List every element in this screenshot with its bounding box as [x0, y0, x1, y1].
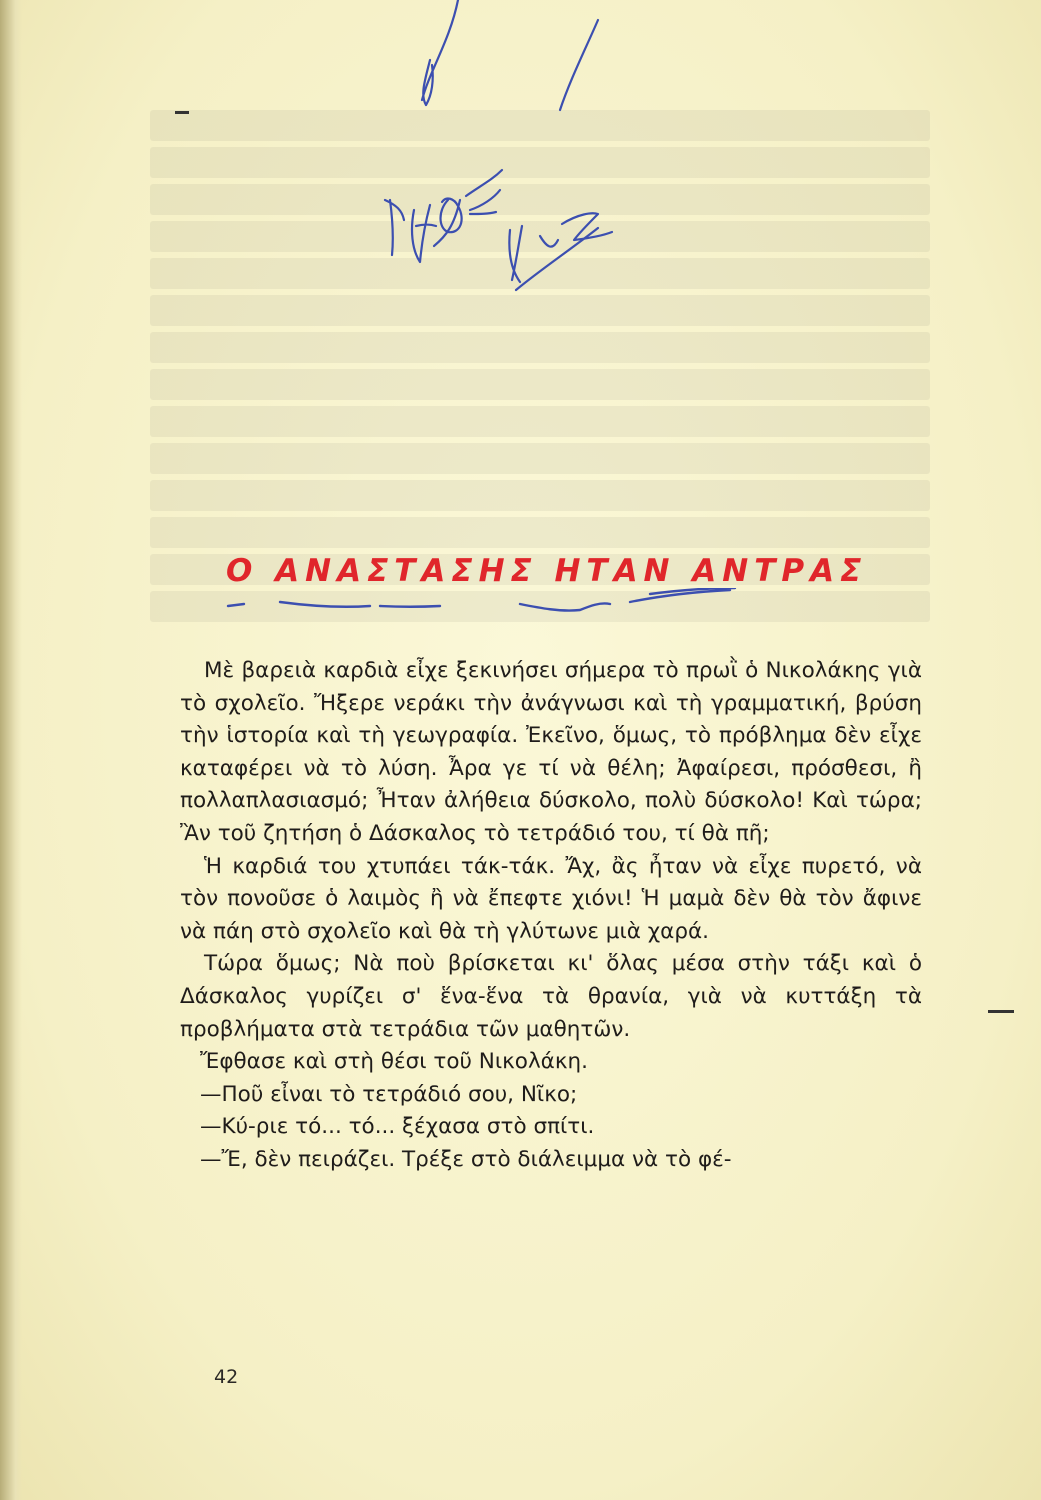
pencil-mark [988, 1010, 1014, 1013]
paragraph: Ἡ καρδιά του χτυπάει τάκ-τάκ. Ἄχ, ἂς ἦταν νὰ εἶχε πυρετό, νὰ τὸν πονοῦσε ὁ λαιμὸς ἢ νὰ ἔπεφτε χιόνι! Ἡ μαμὰ δὲν θὰ τὸν ἄφινε νὰ πάη στὸ σχολεῖο καὶ θὰ τὴ γλύτωνε μιὰ χαρά. [180, 853, 922, 944]
page-number: 42 [214, 1366, 239, 1388]
paragraph: Μὲ βαρειὰ καρδιὰ εἶχε ξεκινήσει σήμερα τὸ πρωῒ ὁ Νικολάκης γιὰ τὸ σχολεῖο. Ἤξερε νεράκι τὴν ἀνάγνωσι καὶ τὴ γραμματική, βρύση τὴν ἱστορία καὶ τὴ γεωγραφία. Ἐκεῖνο, ὅμως, τὸ πρόβλημα δὲν εἶχε καταφέρει νὰ τὸ λύση. Ἆρα γε τί νὰ θέλη; Ἀφαίρεσι, πρόσθεσι, ἢ πολλαπλασιασμό; Ἦταν ἀλήθεια δύσκολο, πολὺ δύσκολο! Καὶ τώρα; Ἂν τοῦ ζητήση ὁ Δάσκαλος τὸ τετράδιό του, τί θὰ πῆ; [180, 658, 922, 846]
pencil-mark [175, 111, 189, 114]
dialogue-line: —Κύ-ριε τό... τό... ξέχασα στὸ σπίτι. [200, 1114, 595, 1140]
handwritten-underline [220, 588, 740, 628]
dialogue-line: —Ἔ, δὲν πειράζει. Τρέξε στὸ διάλειμμα νὰ τὸ φέ- [200, 1146, 732, 1172]
handwritten-note [330, 0, 650, 310]
paragraph: Ἔφθασε καὶ στὴ θέσι τοῦ Νικολάκη. [200, 1049, 588, 1075]
paragraph: Τώρα ὅμως; Νὰ ποὺ βρίσκεται κι' ὅλας μέσα στὴν τάξι καὶ ὁ Δάσκαλος γυρίζει σ' ἕνα-ἕνα τὰ θρανία, γιὰ νὰ κυττάξη τὰ προβλήματα στὰ τετράδια τῶν μαθητῶν. [180, 951, 922, 1042]
story-body [180, 655, 922, 1177]
page-binding-edge [0, 0, 22, 1500]
story-title: Ο ΑΝΑΣΤΑΣΗΣ ΗΤΑΝ ΑΝΤΡΑΣ [226, 553, 868, 589]
dialogue-line: —Ποῦ εἶναι τὸ τετράδιό σου, Νῖκο; [200, 1081, 578, 1107]
